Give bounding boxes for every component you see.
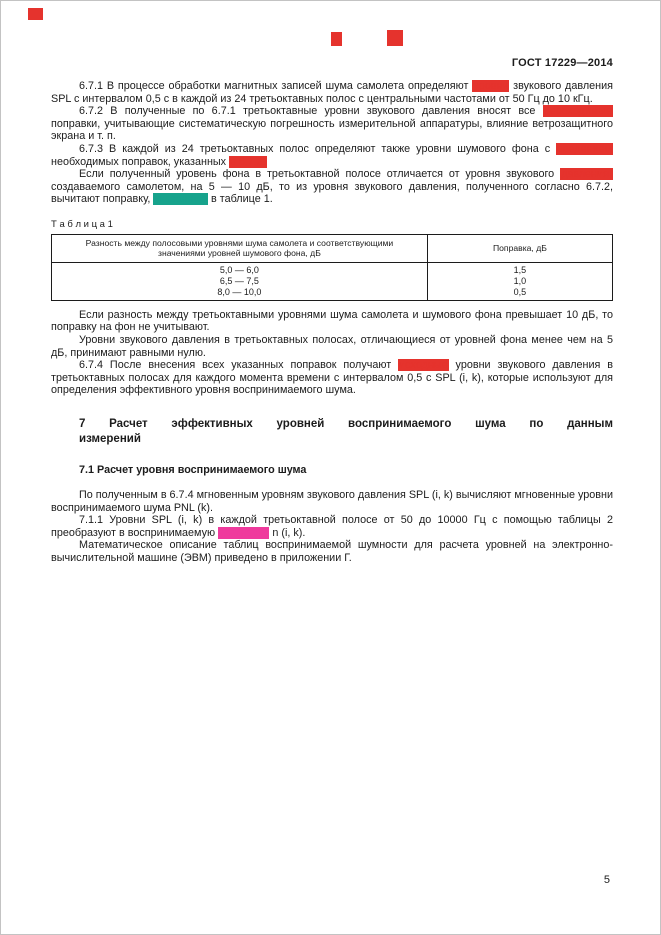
text-segment: Если разность между третьоктавными уровнями шума самолета и шумового фона превышает 10 дБ, то поправку на фон не учитывают. — [51, 308, 613, 334]
text-segment: 6.7.2 В полученные по 6.7.1 третьоктавные уровни звукового давления вносят все — [79, 105, 543, 118]
paragraph — [51, 105, 613, 143]
redaction-mark: необходимые — [543, 105, 612, 118]
section-7-1-paragraphs — [51, 489, 613, 565]
text-segment: 6.7.1 В процессе обработки магнитных записей шума самолета определяют — [79, 80, 473, 92]
scan-artifact — [331, 32, 342, 46]
table-cell: 1,0 — [427, 276, 612, 287]
text-segment: Уровни звукового давления в третьоктавных полосах, отличающиеся от уровней фона менее чем на 5 дБ, принимают равными нулю. — [51, 333, 613, 359]
text-segment: По полученным в 6.7.4 мгновенным уровням звукового давления SPL (i, k) вычисляют мгновенные уровни воспринимаемого шума PNL (k). — [51, 488, 613, 514]
paragraph — [51, 514, 613, 539]
paragraph — [51, 489, 613, 514]
table-cell: 1,5 — [427, 262, 612, 276]
section-7-heading: 7 Расчет эффективных уровней воспринимаемого шума по данным измерений — [79, 417, 613, 445]
paragraph — [51, 334, 613, 359]
table-row — [52, 276, 613, 287]
page-number: 5 — [603, 874, 610, 886]
table-cell: 5,0 — 6,0 — [52, 262, 428, 276]
redaction-mark: в 6.7.2. — [230, 155, 266, 168]
paragraph — [51, 168, 613, 206]
text-segment: создаваемого самолетом, на 5 — 10 дБ, то из уровня звукового давления, полученного согласно 6.7.2, вычитают поправку, — [51, 180, 613, 206]
text-segment: n (i, k). — [269, 526, 306, 539]
standard-number: ГОСТ 17229—2014 — [511, 57, 613, 69]
section-7-1-heading: 7.1 Расчет уровня воспринимаемого шума — [79, 463, 307, 476]
redaction-mark: шумность — [219, 526, 269, 539]
table-row — [52, 262, 613, 276]
corrections-table — [51, 234, 613, 301]
text-segment: 7.1.1 Уровни SPL (i, k) в каждой третьоктавной полосе от 50 до 10000 Гц с помощью таблицы 2 преобразуют в воспринимаемую — [51, 514, 613, 539]
table-header-row — [52, 234, 613, 262]
scan-artifact — [387, 30, 403, 46]
column-header-difference: Разность между полосовыми уровнями шума самолета и соответствующими значениями уровней шумового фона, дБ — [52, 234, 428, 262]
document-header — [51, 57, 613, 69]
section-6-7-paragraphs — [51, 80, 613, 206]
text-segment: Если полученный уровень фона в третьоктавной полосе отличается от уровня звукового — [79, 168, 561, 181]
corrections-table-body — [52, 262, 613, 300]
table-row — [52, 287, 613, 301]
text-segment: необходимых поправок, указанных — [51, 155, 230, 168]
table-caption: Т а б л и ц а 1 — [51, 218, 113, 230]
redaction-mark: указанную — [154, 193, 208, 206]
text-segment: звукового давления SPL с интервалом 0,5 с в каждой из 24 третьоктавных полос с центральными частотами от 50 Гц до 10 кГц. — [51, 80, 613, 105]
column-header-correction: Поправка, дБ — [427, 234, 612, 262]
redaction-mark: уровни — [473, 80, 509, 92]
table-cell: 8,0 — 10,0 — [52, 287, 428, 301]
section-6-7-4-paragraphs — [51, 309, 613, 397]
paragraph — [51, 309, 613, 334]
paragraph — [51, 359, 613, 397]
paragraph — [51, 80, 613, 105]
document-body — [51, 80, 613, 564]
text-segment: поправки, учитывающие систематическую погрешность измерительной аппаратуры, влияние ветрозащитного экрана и т. п. — [51, 117, 613, 143]
text-segment: в таблице 1. — [208, 193, 273, 206]
redaction-mark: исходные — [399, 359, 448, 372]
table-cell: 0,5 — [427, 287, 612, 301]
text-segment: 6.7.4 После внесения всех указанных поправок получают — [79, 359, 399, 372]
paragraph — [51, 143, 613, 168]
text-segment: уровни звукового давления в третьоктавных полосах для каждого момента времени с интервалом 0,5 с SPL (i, k), которые используют для определения эффективного уровня воспринимаемого шума. — [51, 359, 613, 397]
paragraph — [51, 539, 613, 564]
text-segment: 6.7.3 В каждой из 24 третьоктавных полос определяют также уровни шумового фона с — [79, 142, 557, 155]
text-segment: Математическое описание таблиц воспринимаемой шумности для расчета уровней на электронно-вычислительной машине (ЭВМ) приведено в приложении Г. — [51, 539, 613, 564]
redaction-mark: давления, — [561, 168, 612, 181]
redaction-mark: введением — [557, 142, 612, 155]
corrections-table-head — [52, 234, 613, 262]
table-cell: 6,5 — 7,5 — [52, 276, 428, 287]
document-footer — [604, 874, 610, 886]
scan-artifact — [28, 8, 43, 20]
